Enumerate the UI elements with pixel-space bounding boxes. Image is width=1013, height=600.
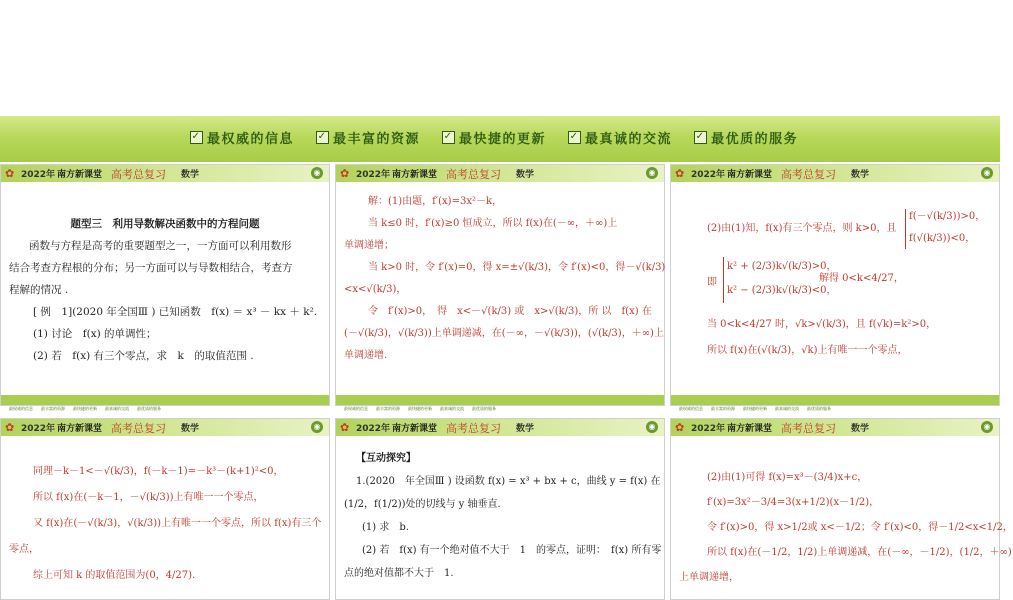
nav-circle-icon[interactable]: ◉: [646, 421, 658, 433]
text-line: <x<√(k/3)，: [344, 284, 407, 295]
slide-header: [1, 419, 329, 436]
header-publisher: 南方新课堂: [57, 170, 103, 180]
slide-footer: 最权威的信息 最丰富的资源 最快捷的更新 最真诚的交流 最优质的服务: [336, 395, 664, 405]
brace: [723, 257, 724, 303]
question-line: (2) 若 f(x) 有三个零点，求 k 的取值范围 .: [33, 350, 254, 362]
condition-line: f(√(k/3))<0，: [909, 233, 976, 244]
checkbox-icon: ✓: [695, 131, 706, 142]
text-line: (－√(k/3)，√(k/3))上单调递减，在(－∞，－√(k/3))，(√(k/3)，＋∞)上: [344, 328, 664, 339]
banner-item: ✓ 最丰富的资源: [317, 131, 421, 147]
slide-thumbnail-1[interactable]: [0, 164, 330, 411]
question-line: (1) 讨论 f(x) 的单调性；: [33, 328, 157, 340]
flower-logo-icon: ✿: [5, 421, 15, 434]
text-line: 所以 f(x)在(√(k/3)，√k)上有唯一一个零点，: [707, 345, 908, 356]
text-line: 又 f(x)在(－√(k/3)，√(k/3))上有唯一一个零点，所以 f(x)有三个: [33, 518, 322, 529]
text-line: 综上可知 k 的取值范围为(0，4/27).: [33, 570, 196, 581]
slide-header: [336, 165, 664, 182]
text-line: 所以 f(x)在(－k－1，－√(k/3))上有唯一一个零点，: [33, 492, 264, 503]
nav-circle-icon[interactable]: ◉: [311, 421, 323, 433]
condition-line: f(－√(k/3))>0，: [909, 211, 986, 222]
condition-line: k² − (2/3)k√(k/3)<0，: [727, 285, 837, 296]
text-line: 单调递增.: [344, 350, 388, 361]
header-year: 2022年: [356, 170, 391, 180]
text-line: 同理－k－1<－√(k/3)，f(－k－1)=－k³－(k+1)²<0，: [33, 466, 284, 477]
header-year: 2022年: [691, 170, 726, 180]
header-title: 高考总复习: [111, 168, 166, 181]
text-line: f′(x)=3x²－3/4=3(x+1/2)(x－1/2)，: [707, 497, 880, 508]
header-subject: 数学: [851, 424, 870, 434]
slide-thumbnail-2[interactable]: [335, 164, 666, 411]
text-line: 零点，: [9, 544, 39, 555]
slide-footer: 最权威的信息 最丰富的资源 最快捷的更新 最真诚的交流 最优质的服务: [671, 395, 999, 405]
text-line: (1/2，f(1/2))处的切线与 y 轴垂直.: [344, 499, 501, 510]
flower-logo-icon: ✿: [675, 421, 685, 434]
nav-circle-icon[interactable]: ◉: [981, 421, 993, 433]
nav-circle-icon[interactable]: ◉: [646, 167, 658, 179]
slide-header: [671, 419, 999, 436]
slide-thumbnail-3[interactable]: [670, 164, 1000, 411]
checkbox-icon: ✓: [191, 131, 202, 142]
checkbox-icon: ✓: [443, 131, 454, 142]
header-subject: 数学: [516, 170, 535, 180]
header-title: 高考总复习: [111, 422, 166, 435]
header-publisher: 南方新课堂: [727, 424, 773, 434]
header-publisher: 南方新课堂: [57, 424, 103, 434]
checkbox-icon: ✓: [317, 131, 328, 142]
slide-header: [1, 165, 329, 182]
header-publisher: 南方新课堂: [392, 170, 438, 180]
header-year: 2022年: [21, 170, 56, 180]
header-subject: 数学: [181, 424, 200, 434]
slide-footer: 最权威的信息 最丰富的资源 最快捷的更新 最真诚的交流 最优质的服务: [1, 395, 329, 405]
header-publisher: 南方新课堂: [392, 424, 438, 434]
text-line: 解得 0<k<4/27，: [819, 273, 904, 284]
text-line: 所以 f(x)在(－1/2，1/2)上单调递减，在(－∞，－1/2)，(1/2，＋∞): [707, 547, 1012, 558]
text-line: (2)由(1)知，f(x)有三个零点，则 k>0，且: [707, 223, 897, 234]
header-title: 高考总复习: [446, 168, 501, 181]
slide-heading: 题型三 利用导数解决函数中的方程问题: [70, 218, 260, 230]
checkbox-icon: ✓: [569, 131, 580, 142]
text-line: 即: [707, 277, 717, 288]
text-line: (1) 求 b.: [362, 522, 409, 533]
text-line: 上单调递增，: [679, 572, 739, 583]
text-line: 单调递增；: [344, 240, 394, 251]
flower-logo-icon: ✿: [340, 421, 350, 434]
text-line: 程解的情况 .: [9, 284, 69, 296]
example-line: [ 例 1](2020 年全国Ⅲ ) 已知函数 f(x) ＝ x³ － kx ＋ k².: [33, 306, 318, 318]
text-line: 当 k≤0 时，f′(x)≥0 恒成立，所以 f(x)在(－∞，＋∞)上: [368, 218, 618, 229]
header-year: 2022年: [691, 424, 726, 434]
banner-item: ✓ 最权威的信息: [191, 131, 295, 147]
header-title: 高考总复习: [781, 168, 836, 181]
flower-logo-icon: ✿: [675, 167, 685, 180]
slide-header: [336, 419, 664, 436]
header-publisher: 南方新课堂: [727, 170, 773, 180]
slide-thumbnail-5[interactable]: [335, 418, 665, 600]
banner-item: ✓ 最真诚的交流: [569, 131, 673, 147]
text-line: (2) 若 f(x) 有一个绝对值不大于 1 的零点，证明： f(x) 所有零: [362, 545, 662, 556]
slide-thumbnail-4[interactable]: [0, 418, 330, 600]
text-line: (2)由(1)可得 f(x)=x³－(3/4)x+c，: [707, 472, 868, 483]
top-banner: [0, 116, 1000, 162]
nav-circle-icon[interactable]: ◉: [311, 167, 323, 179]
header-title: 高考总复习: [781, 422, 836, 435]
nav-circle-icon[interactable]: ◉: [981, 167, 993, 179]
brace: [905, 209, 906, 249]
text-line: 点的绝对值都不大于 1.: [344, 568, 454, 579]
header-year: 2022年: [356, 424, 391, 434]
text-line: 结合考查方程根的分布；另一方面可以与导数相结合，考查方: [9, 262, 293, 274]
slide-thumbnail-6[interactable]: [670, 418, 1013, 600]
header-subject: 数学: [851, 170, 870, 180]
text-line: 当 k>0 时，令 f′(x)=0，得 x=±√(k/3)，令 f′(x)<0，得－√(k/3): [368, 262, 666, 273]
banner-item: ✓ 最快捷的更新: [443, 131, 547, 147]
text-line: 解：(1)由题，f′(x)=3x²－k，: [368, 196, 503, 207]
flower-logo-icon: ✿: [5, 167, 15, 180]
condition-line: k² + (2/3)k√(k/3)>0，: [727, 261, 837, 272]
header-title: 高考总复习: [446, 422, 501, 435]
header-subject: 数学: [181, 170, 200, 180]
banner-items: [190, 128, 798, 147]
header-subject: 数学: [516, 424, 535, 434]
text-line: 1.(2020 年全国Ⅲ ) 设函数 f(x) = x³ + bx + c，曲线 y = f(x) 在: [356, 476, 661, 487]
text-line: 令 f′(x)>0， 得 x<－√(k/3) 或 x>√(k/3)，所 以 f(x) 在: [368, 306, 652, 317]
banner-item: ✓ 最优质的服务: [695, 131, 799, 147]
text-line: 令 f′(x)>0，得 x>1/2或 x<－1/2；令 f′(x)<0，得－1/2<x<1/2，: [707, 522, 1013, 533]
slide-header: [671, 165, 999, 182]
text-line: 函数与方程是高考的重要题型之一，一方面可以利用数形: [29, 240, 292, 252]
header-year: 2022年: [21, 424, 56, 434]
flower-logo-icon: ✿: [340, 167, 350, 180]
slide-heading: 【互动探究】: [356, 453, 416, 464]
text-line: 当 0<k<4/27 时，√k>√(k/3)，且 f(√k)=k²>0，: [707, 319, 937, 330]
